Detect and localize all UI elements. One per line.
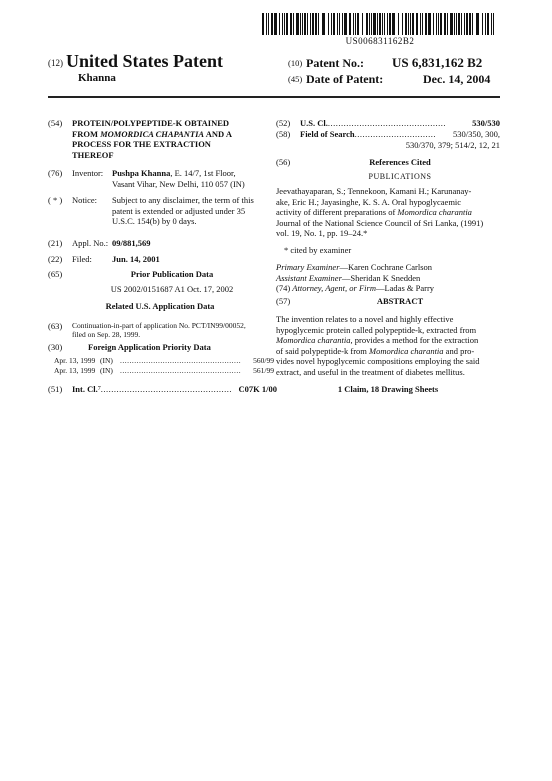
field-label: Field of Search: [300, 129, 355, 139]
barcode-bar: [482, 13, 483, 35]
barcode-bar: [447, 13, 448, 35]
abstract-line-3-italic: Momordica charantia: [276, 335, 351, 345]
barcode-bar: [428, 13, 431, 35]
barcode-bar: [310, 13, 311, 35]
notice-line-3: U.S.C. 154(b) by 0 days.: [112, 216, 197, 226]
abstract-line-4-post: and pro-: [443, 345, 475, 356]
prior-publication-value: US 2002/0151687 A1 Oct. 17, 2002: [110, 284, 234, 294]
uscl-code: (52): [276, 118, 291, 128]
field-code: (58): [276, 129, 291, 139]
intcl-dots: ..................................................: [100, 384, 232, 394]
references-cited-heading: References Cited: [369, 157, 431, 167]
uscl-label: U.S. Cl.: [300, 118, 328, 128]
publication-line-3-italic: Momordica charantia: [397, 207, 472, 217]
appl-label: Appl. No.:: [72, 238, 109, 248]
examiners-block: [276, 262, 500, 294]
intcl-value: C07K 1/00: [238, 384, 277, 394]
abstract-code: (57): [276, 296, 291, 306]
foreign-row-number: 560/99: [253, 356, 274, 365]
barcode-bar: [398, 13, 399, 35]
barcode-bar: [307, 13, 308, 35]
abstract-heading: ABSTRACT: [376, 296, 424, 306]
publication-line-4: Journal of the National Science Council of Sri Lanka, (1991): [276, 217, 484, 228]
uscl-dots: .............................................: [327, 118, 446, 128]
assistant-examiner-label: Assistant Examiner: [276, 272, 342, 283]
continuation-line-2: filed on Sep. 28, 1999.: [72, 330, 141, 339]
notice-line-2: patent is extended or adjusted under 35: [112, 205, 246, 216]
barcode-bar: [402, 13, 403, 35]
foreign-priority-heading: Foreign Application Priority Data: [88, 342, 211, 352]
foreign-code: (30): [48, 342, 63, 352]
barcode-bar: [318, 13, 319, 35]
barcode-bar: [286, 13, 288, 35]
date-of-patent-label: Date of Patent:: [306, 72, 384, 86]
foreign-priority-row: [54, 366, 274, 376]
barcode-bar: [362, 13, 363, 35]
barcode-bar: [315, 13, 317, 35]
barcode-bar: [284, 13, 285, 35]
barcode-bar: [322, 13, 325, 35]
document-type-title: United States Patent: [66, 51, 223, 71]
barcode-bar: [290, 13, 292, 35]
barcode-bar: [355, 13, 356, 35]
publications-heading: PUBLICATIONS: [368, 172, 432, 181]
abstract-line-3: [276, 335, 500, 346]
intcl-label: Int. Cl.: [72, 384, 98, 394]
field-row: [300, 129, 500, 140]
header-divider: [48, 96, 500, 98]
barcode-bar: [461, 13, 462, 35]
barcode-bar: [366, 13, 368, 35]
continuation-line-1: Continuation-in-part of application No. PCT/IN99/00052,: [72, 321, 246, 330]
barcode: [262, 13, 498, 35]
barcode-bar: [373, 13, 376, 35]
abstract-line-4-pre: of said polypeptide-k from: [276, 345, 370, 356]
title-line-1: PROTEIN/POLYPEPTIDE-K OBTAINED: [72, 118, 230, 128]
barcode-bar: [274, 13, 277, 35]
barcode-bar: [384, 13, 385, 35]
attorney-code: (74): [276, 283, 291, 293]
barcode-bar: [387, 13, 388, 35]
title-line-2: [72, 129, 272, 140]
foreign-row-dots: ...................................................: [120, 356, 242, 365]
inventor-block: [112, 168, 282, 189]
barcode-bar: [410, 13, 411, 35]
barcode-bar: [422, 13, 423, 35]
foreign-row-dots: ...................................................: [120, 366, 242, 375]
inventor-code: (76): [48, 168, 63, 178]
barcode-bar: [293, 13, 294, 35]
patent-number-value: US 6,831,162 B2: [392, 55, 483, 70]
intcl-code: (51): [48, 384, 63, 394]
primary-examiner-value: —Karen Cochrane Carlson: [339, 262, 433, 272]
filed-code: (22): [48, 254, 63, 264]
notice-label: Notice:: [72, 195, 98, 205]
cited-by-examiner: * cited by examiner: [284, 245, 352, 255]
foreign-row-date: Apr. 13, 1999: [54, 366, 96, 375]
barcode-bar: [472, 13, 473, 35]
barcode-bar: [342, 13, 343, 35]
title-code: (54): [48, 118, 63, 128]
barcode-bar: [392, 13, 395, 35]
inventor-label: Inventor:: [72, 168, 104, 178]
barcode-bar: [433, 13, 434, 35]
continuation-code: (63): [48, 321, 63, 331]
barcode-bar: [416, 13, 418, 35]
barcode-bar: [469, 13, 471, 35]
barcode-bar: [487, 13, 489, 35]
patent-number-label: Patent No.:: [306, 56, 364, 70]
barcode-bar: [282, 13, 283, 35]
continuation-text: [72, 321, 277, 339]
barcode-bar: [485, 13, 486, 35]
notice-line-1: Subject to any disclaimer, the term of this: [112, 195, 254, 205]
barcode-bar: [389, 13, 391, 35]
filed-value: Jun. 14, 2001: [112, 254, 160, 264]
barcode-bar: [382, 13, 383, 35]
abstract-line-5: vides novel hypoglycemic compositions employing the said: [276, 356, 480, 366]
title-line-3: PROCESS FOR THE EXTRACTION: [72, 139, 211, 149]
publication-number: US006831162B2: [345, 36, 415, 46]
patent-title: [72, 118, 272, 160]
inventor-address-2: Vasant Vihar, New Delhi, 110 057 (IN): [112, 178, 245, 189]
abstract-line-3-post: , provides a method for the extraction: [350, 335, 479, 345]
barcode-bar: [436, 13, 437, 35]
filed-label: Filed:: [72, 254, 92, 264]
barcode-bar: [476, 13, 479, 35]
title-line-2-post: AND A: [204, 128, 232, 139]
barcode-bar: [337, 13, 338, 35]
field-value-2: 530/370, 379; 514/2, 12, 21: [405, 140, 500, 150]
uscl-value: 530/530: [472, 118, 500, 128]
barcode-bar: [379, 13, 381, 35]
code-45: (45): [288, 74, 303, 84]
barcode-bar: [312, 13, 314, 35]
barcode-bar: [344, 13, 347, 35]
attorney-value: —Ladas & Parry: [375, 283, 435, 293]
barcode-bar: [296, 13, 299, 35]
field-value-1: 530/350, 300,: [453, 129, 500, 139]
barcode-bar: [353, 13, 354, 35]
barcode-bar: [339, 13, 340, 35]
barcode-bar: [328, 13, 329, 35]
uscl-row: [300, 118, 500, 129]
barcode-bar: [438, 13, 439, 35]
barcode-bar: [493, 13, 494, 35]
foreign-row-country: (IN): [100, 366, 113, 375]
foreign-priority-table: [54, 356, 274, 376]
barcode-bar: [408, 13, 409, 35]
assistant-examiner-value: —Sheridan K Snedden: [341, 272, 421, 283]
publication-line-2: ake, Eric H.; Jayasinghe, K. S. A. Oral hypoglycaemic: [276, 196, 462, 207]
barcode-bar: [333, 13, 335, 35]
abstract-line-2: hypoglycemic protein called polypeptide-k, extracted from: [276, 324, 477, 335]
barcode-bar: [450, 13, 453, 35]
code-10: (10): [288, 58, 303, 68]
barcode-bar: [377, 13, 378, 35]
claims-summary: 1 Claim, 18 Drawing Sheets: [337, 384, 439, 394]
inventor-name: Pushpa Khanna: [112, 168, 171, 178]
abstract-line-4-italic: Momordica charantia: [369, 345, 444, 356]
intcl-row: [72, 384, 277, 395]
publication-citation: [276, 186, 500, 239]
barcode-bar: [440, 13, 442, 35]
inventor-surname: Khanna: [78, 72, 116, 84]
barcode-bar: [464, 13, 465, 35]
barcode-bar: [420, 13, 421, 35]
abstract-line-4: [276, 346, 500, 357]
attorney-label: Attorney, Agent, or Firm: [292, 283, 376, 293]
prior-code: (65): [48, 269, 63, 279]
prior-publication-heading: Prior Publication Data: [130, 269, 214, 279]
publication-line-5: vol. 19, No. 1, pp. 19–24.*: [276, 228, 368, 238]
publication-line-1: Jeevathayaparan, S.; Tennekoon, Kamani H.; Karunanay-: [276, 186, 472, 196]
publication-line-3: [276, 207, 500, 218]
barcode-bar: [412, 13, 414, 35]
date-of-patent-value: Dec. 14, 2004: [423, 72, 491, 86]
inventor-address-1: , E. 14/7, 1st Floor,: [170, 168, 236, 178]
appl-code: (21): [48, 238, 63, 248]
barcode-bar: [279, 13, 280, 35]
notice-code: ( * ): [48, 195, 63, 205]
intcl-sup: 7: [97, 386, 101, 392]
title-line-4: THEREOF: [72, 149, 114, 160]
code-12: (12): [48, 58, 63, 68]
appl-value: 09/881,569: [112, 238, 151, 248]
barcode-bar: [268, 13, 269, 35]
foreign-priority-row: [54, 356, 274, 366]
barcode-bar: [466, 13, 468, 35]
barcode-bar: [425, 13, 427, 35]
barcode-bar: [454, 13, 455, 35]
refs-code: (56): [276, 157, 291, 167]
field-dots: ...............................: [354, 129, 436, 139]
abstract-line-6: extract, and useful in the treatment of diabetes mellitus.: [276, 366, 465, 377]
notice-text: [112, 195, 277, 227]
barcode-bar: [300, 13, 301, 35]
barcode-bar: [369, 13, 370, 35]
abstract-line-1: The invention relates to a novel and highly effective: [276, 314, 454, 324]
foreign-row-date: Apr. 13, 1999: [54, 356, 96, 365]
foreign-row-country: (IN): [100, 356, 113, 365]
publication-line-3-pre: activity of different preparations of: [276, 207, 398, 217]
barcode-bar: [349, 13, 351, 35]
primary-examiner-label: Primary Examiner: [276, 262, 340, 272]
foreign-row-number: 561/99: [253, 366, 274, 375]
barcode-bar: [405, 13, 407, 35]
barcode-bar: [266, 13, 267, 35]
abstract-text: [276, 314, 500, 377]
barcode-bar: [302, 13, 303, 35]
barcode-bar: [271, 13, 273, 35]
barcode-bar: [456, 13, 457, 35]
barcode-bar: [262, 13, 264, 35]
title-line-2-italic: MOMORDICA CHAPANTIA: [100, 128, 205, 139]
barcode-bar: [458, 13, 460, 35]
barcode-bar: [491, 13, 492, 35]
title-line-2-pre: FROM: [72, 128, 101, 139]
related-application-heading: Related U.S. Application Data: [105, 301, 215, 311]
barcode-bar: [357, 13, 359, 35]
barcode-bar: [304, 13, 306, 35]
barcode-bar: [331, 13, 332, 35]
barcode-bar: [444, 13, 446, 35]
barcode-bar: [371, 13, 372, 35]
